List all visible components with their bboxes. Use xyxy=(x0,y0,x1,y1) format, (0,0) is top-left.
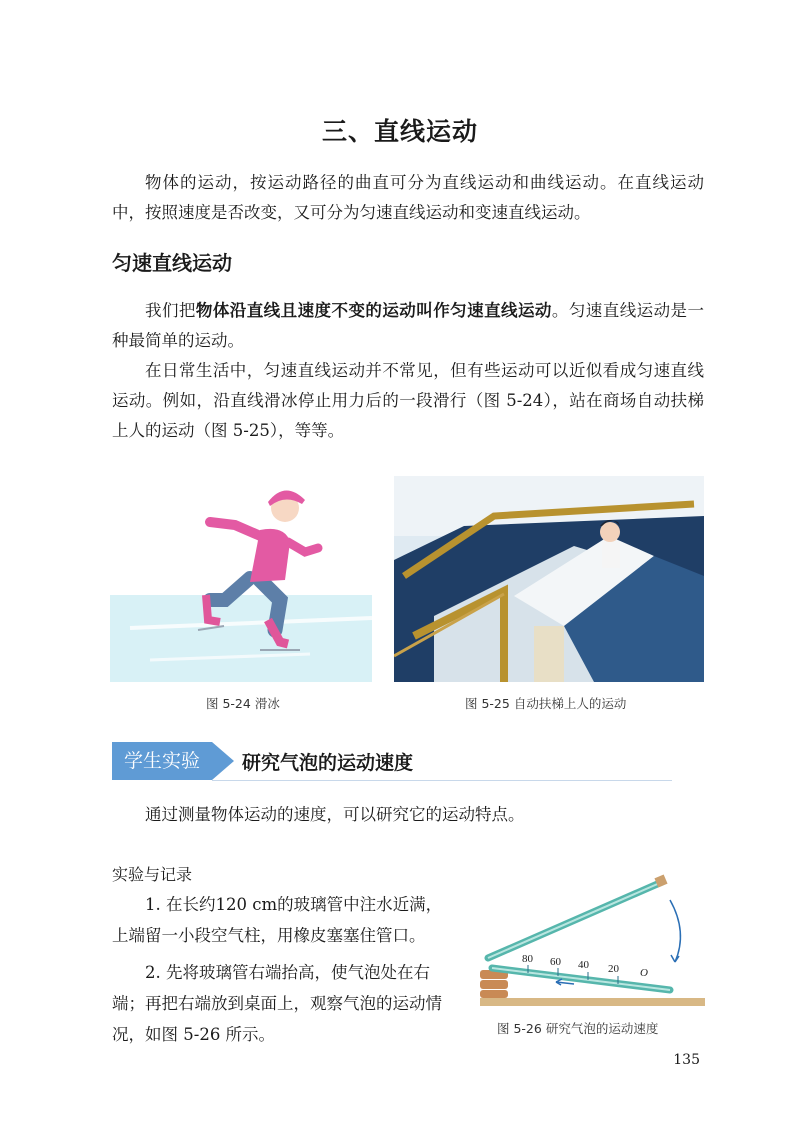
lab-intro-paragraph xyxy=(112,800,704,830)
page-number: 135 xyxy=(673,1052,700,1068)
figure-26-caption: 图 5-26 研究气泡的运动速度 xyxy=(497,1021,659,1036)
scale-label-40: 40 xyxy=(578,959,589,971)
definition-text: 我们把物体沿直线且速度不变的运动叫作匀速直线运动。匀速直线运动是一种最简单的运动。 xyxy=(112,301,704,350)
lab-badge: 学生实验 xyxy=(112,742,212,780)
lab-title: 研究气泡的运动速度 xyxy=(242,752,414,774)
bubble-tube-illustration xyxy=(470,872,710,1012)
lab-subhead: 实验与记录 xyxy=(112,865,193,884)
page-title: 三、直线运动 xyxy=(321,117,478,146)
lab-step-2: 2. 先将玻璃管右端抬高，使气泡处在右端；再把右端放到桌面上，观察气泡的运动情况，如图 5-26 所示。 xyxy=(112,963,442,1044)
figure-25-caption: 图 5-25 自动扶梯上人的运动 xyxy=(465,696,627,711)
section-heading: 匀速直线运动 xyxy=(112,251,232,275)
definition-bold: 物体沿直线且速度不变的运动叫作匀速直线运动 xyxy=(195,301,552,320)
lab-steps xyxy=(112,889,452,1056)
lab-badge-arrow xyxy=(212,742,234,780)
definition-paragraph xyxy=(112,296,704,446)
lab-intro-text: 通过测量物体运动的速度，可以研究它的运动特点。 xyxy=(145,805,525,824)
skating-illustration xyxy=(110,470,372,682)
escalator-illustration xyxy=(394,476,704,682)
example-text: 在日常生活中，匀速直线运动并不常见，但有些运动可以近似看成匀速直线运动。例如，沿直线滑冰停止用力后的一段滑行（图 5-24），站在商场自动扶梯上人的运动（图 5-25），等等。 xyxy=(112,361,704,440)
figure-24-caption: 图 5-24 滑冰 xyxy=(206,696,280,711)
lab-step-1: 1. 在长约120 cm的玻璃管中注水近满，上端留一小段空气柱，用橡皮塞塞住管口。 xyxy=(112,895,443,945)
intro-paragraph xyxy=(112,168,704,228)
scale-label-80: 80 xyxy=(522,953,533,965)
scale-label-20: 20 xyxy=(608,963,619,975)
scale-label-60: 60 xyxy=(550,956,561,968)
scale-label-origin: O xyxy=(640,967,648,979)
intro-text: 物体的运动，按运动路径的曲直可分为直线运动和曲线运动。在直线运动中，按照速度是否改变，又可分为匀速直线运动和变速直线运动。 xyxy=(112,173,704,222)
